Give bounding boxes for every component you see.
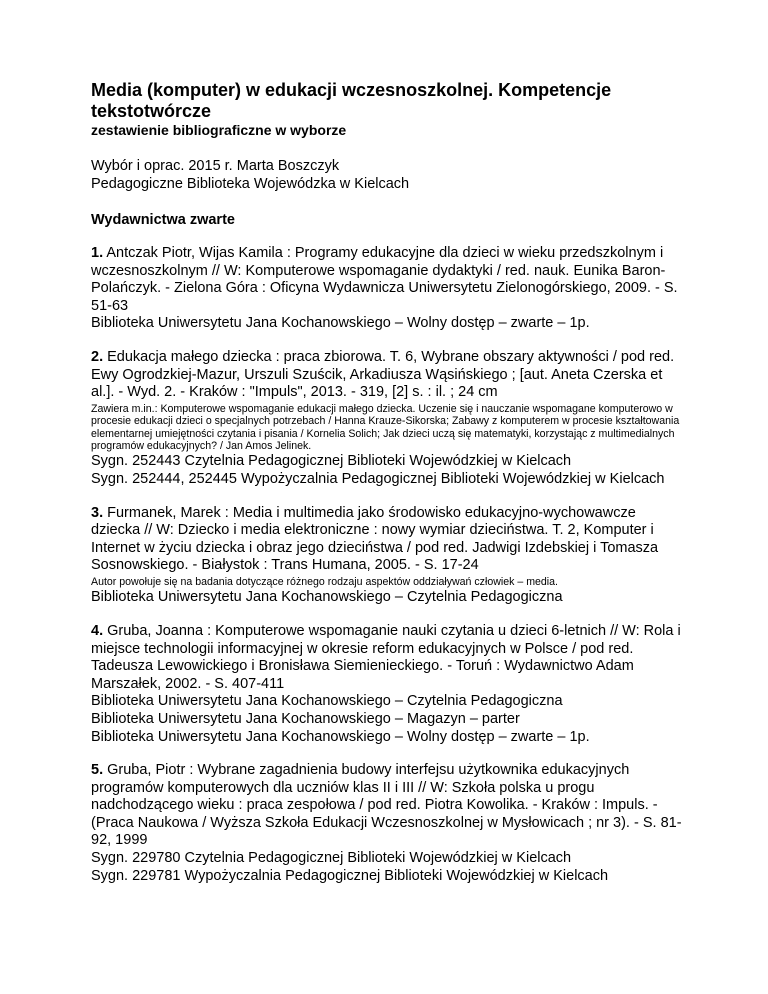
entry-number: 4. xyxy=(91,622,104,639)
bibliography-entry xyxy=(91,505,688,607)
entry-citation xyxy=(91,623,688,693)
entry-citation xyxy=(91,349,688,402)
entry-number: 2. xyxy=(91,348,104,365)
entry-location: Biblioteka Uniwersytetu Jana Kochanowskiego – Czytelnia Pedagogiczna xyxy=(91,589,563,606)
bibliography-list xyxy=(91,245,688,885)
entry-location: Biblioteka Uniwersytetu Jana Kochanowskiego – Czytelnia Pedagogiczna xyxy=(91,693,563,710)
entry-text: Edukacja małego dziecka : praca zbiorowa. T. 6, Wybrane obszary aktywności / pod red. Ewy Ogrodzkiej-Mazur, Urszuli Szuścik, Arkadiusza Wąsińskiego ; [aut. Aneta Czerska et al.]. - Wyd. 2. - Kraków : "Impuls", 2013. - 319, [2] s. : il. ; 24 cm xyxy=(91,348,675,401)
entry-location: Sygn. 252444, 252445 Wypożyczalnia Pedagogicznej Biblioteki Wojewódzkiej w Kielcach xyxy=(91,470,665,487)
institution: Pedagogiczne Biblioteka Wojewódzka w Kielcach xyxy=(91,176,410,192)
entry-citation xyxy=(91,762,688,850)
document-meta xyxy=(91,157,688,193)
entry-number: 3. xyxy=(91,504,104,521)
bibliography-entry xyxy=(91,245,688,333)
entry-number: 1. xyxy=(91,245,104,261)
entry-note: Autor powołuje się na badania dotyczące różnego rodzaju aspektów oddziaływań człowiek – media. xyxy=(91,575,558,588)
entry-citation xyxy=(91,245,688,315)
entry-citation xyxy=(91,505,688,575)
entry-number: 5. xyxy=(91,762,104,779)
section-heading: Wydawnictwa zwarte xyxy=(91,212,235,228)
document-title: Media (komputer) w edukacji wczesnoszkolnej. Kompetencje tekstotwórcze xyxy=(91,80,612,121)
entry-location: Sygn. 229781 Wypożyczalnia Pedagogicznej Biblioteki Wojewódzkiej w Kielcach xyxy=(91,867,609,884)
entry-location: Sygn. 252443 Czytelnia Pedagogicznej Biblioteki Wojewódzkiej w Kielcach xyxy=(91,453,572,470)
bibliography-entry xyxy=(91,623,688,746)
entry-location: Biblioteka Uniwersytetu Jana Kochanowskiego – Wolny dostęp – zwarte – 1p. xyxy=(91,728,590,745)
bibliography-entry xyxy=(91,349,688,489)
entry-text: Furmanek, Marek : Media i multimedia jako środowisko edukacyjno-wychowawcze dziecka // W: Dziecko i media elektroniczne : nowy wymiar dzieciństwa. T. 2, Komputer i Internet w życiu dziecka i obraz jego dzieciństwa / pod red. Jadwigi Izdebskiej i Tomasza Sosnowskiego. - Białystok : Trans Humana, 2005. - S. 17-24 xyxy=(91,504,659,574)
entry-text: Antczak Piotr, Wijas Kamila : Programy edukacyjne dla dzieci w wieku przedszkolnym i wczesnoszkolnym // W: Komputerowe wspomaganie dydaktyki / red. nauk. Eunika Baron-Polańczyk. - Zielona Góra : Oficyna Wydawnicza Uniwersytetu Zielonogórskiego, 2009. - S. 51-63 xyxy=(91,245,678,314)
document-subtitle: zestawienie bibliograficzne w wyborze xyxy=(91,122,347,138)
entry-location: Biblioteka Uniwersytetu Jana Kochanowskiego – Magazyn – parter xyxy=(91,710,520,727)
entry-note: Zawiera m.in.: Komputerowe wspomaganie edukacji małego dziecka. Uczenie się i nauczanie wspomagane komputerowo w procesie edukacji dzieci o specjalnych potrzebach / Hanna Krauze-Sikorska; Zabawy z komputerem w procesie kształtowania elementarnej umiejętności czytania i pisania / Kornelia Solich; Jak dzieci uczą się matematyki, korzystając z multimedialnych programów edukacyjnych? / Jan Amos Jelinek. xyxy=(91,402,680,452)
bibliography-entry xyxy=(91,762,688,885)
entry-location: Biblioteka Uniwersytetu Jana Kochanowskiego – Wolny dostęp – zwarte – 1p. xyxy=(91,315,590,332)
compiled-by: Wybór i oprac. 2015 r. Marta Boszczyk xyxy=(91,158,340,174)
entry-location: Sygn. 229780 Czytelnia Pedagogicznej Biblioteki Wojewódzkiej w Kielcach xyxy=(91,850,572,867)
entry-text: Gruba, Piotr : Wybrane zagadnienia budowy interfejsu użytkownika edukacyjnych programów komputerowych dla uczniów klas II i III // W: Szkoła polska u progu nadchodzącego wieku : praca zespołowa / pod red. Piotra Kowolika. - Kraków : Impuls. - (Praca Naukowa / Wyższa Szkoła Edukacji Wczesnoszkolnej w Mysłowicach ; nr 3). - S. 81-92, 1999 xyxy=(91,762,682,849)
entry-text: Gruba, Joanna : Komputerowe wspomaganie nauki czytania u dzieci 6-letnich // W: Rola i miejsce technologii informacyjnej w okresie reform edukacyjnych w Polsce / pod red. Tadeusza Lewowickiego i Bronisława Siemienieckiego. - Toruń : Wydawnictwo Adam Marszałek, 2002. - S. 407-411 xyxy=(91,622,681,692)
